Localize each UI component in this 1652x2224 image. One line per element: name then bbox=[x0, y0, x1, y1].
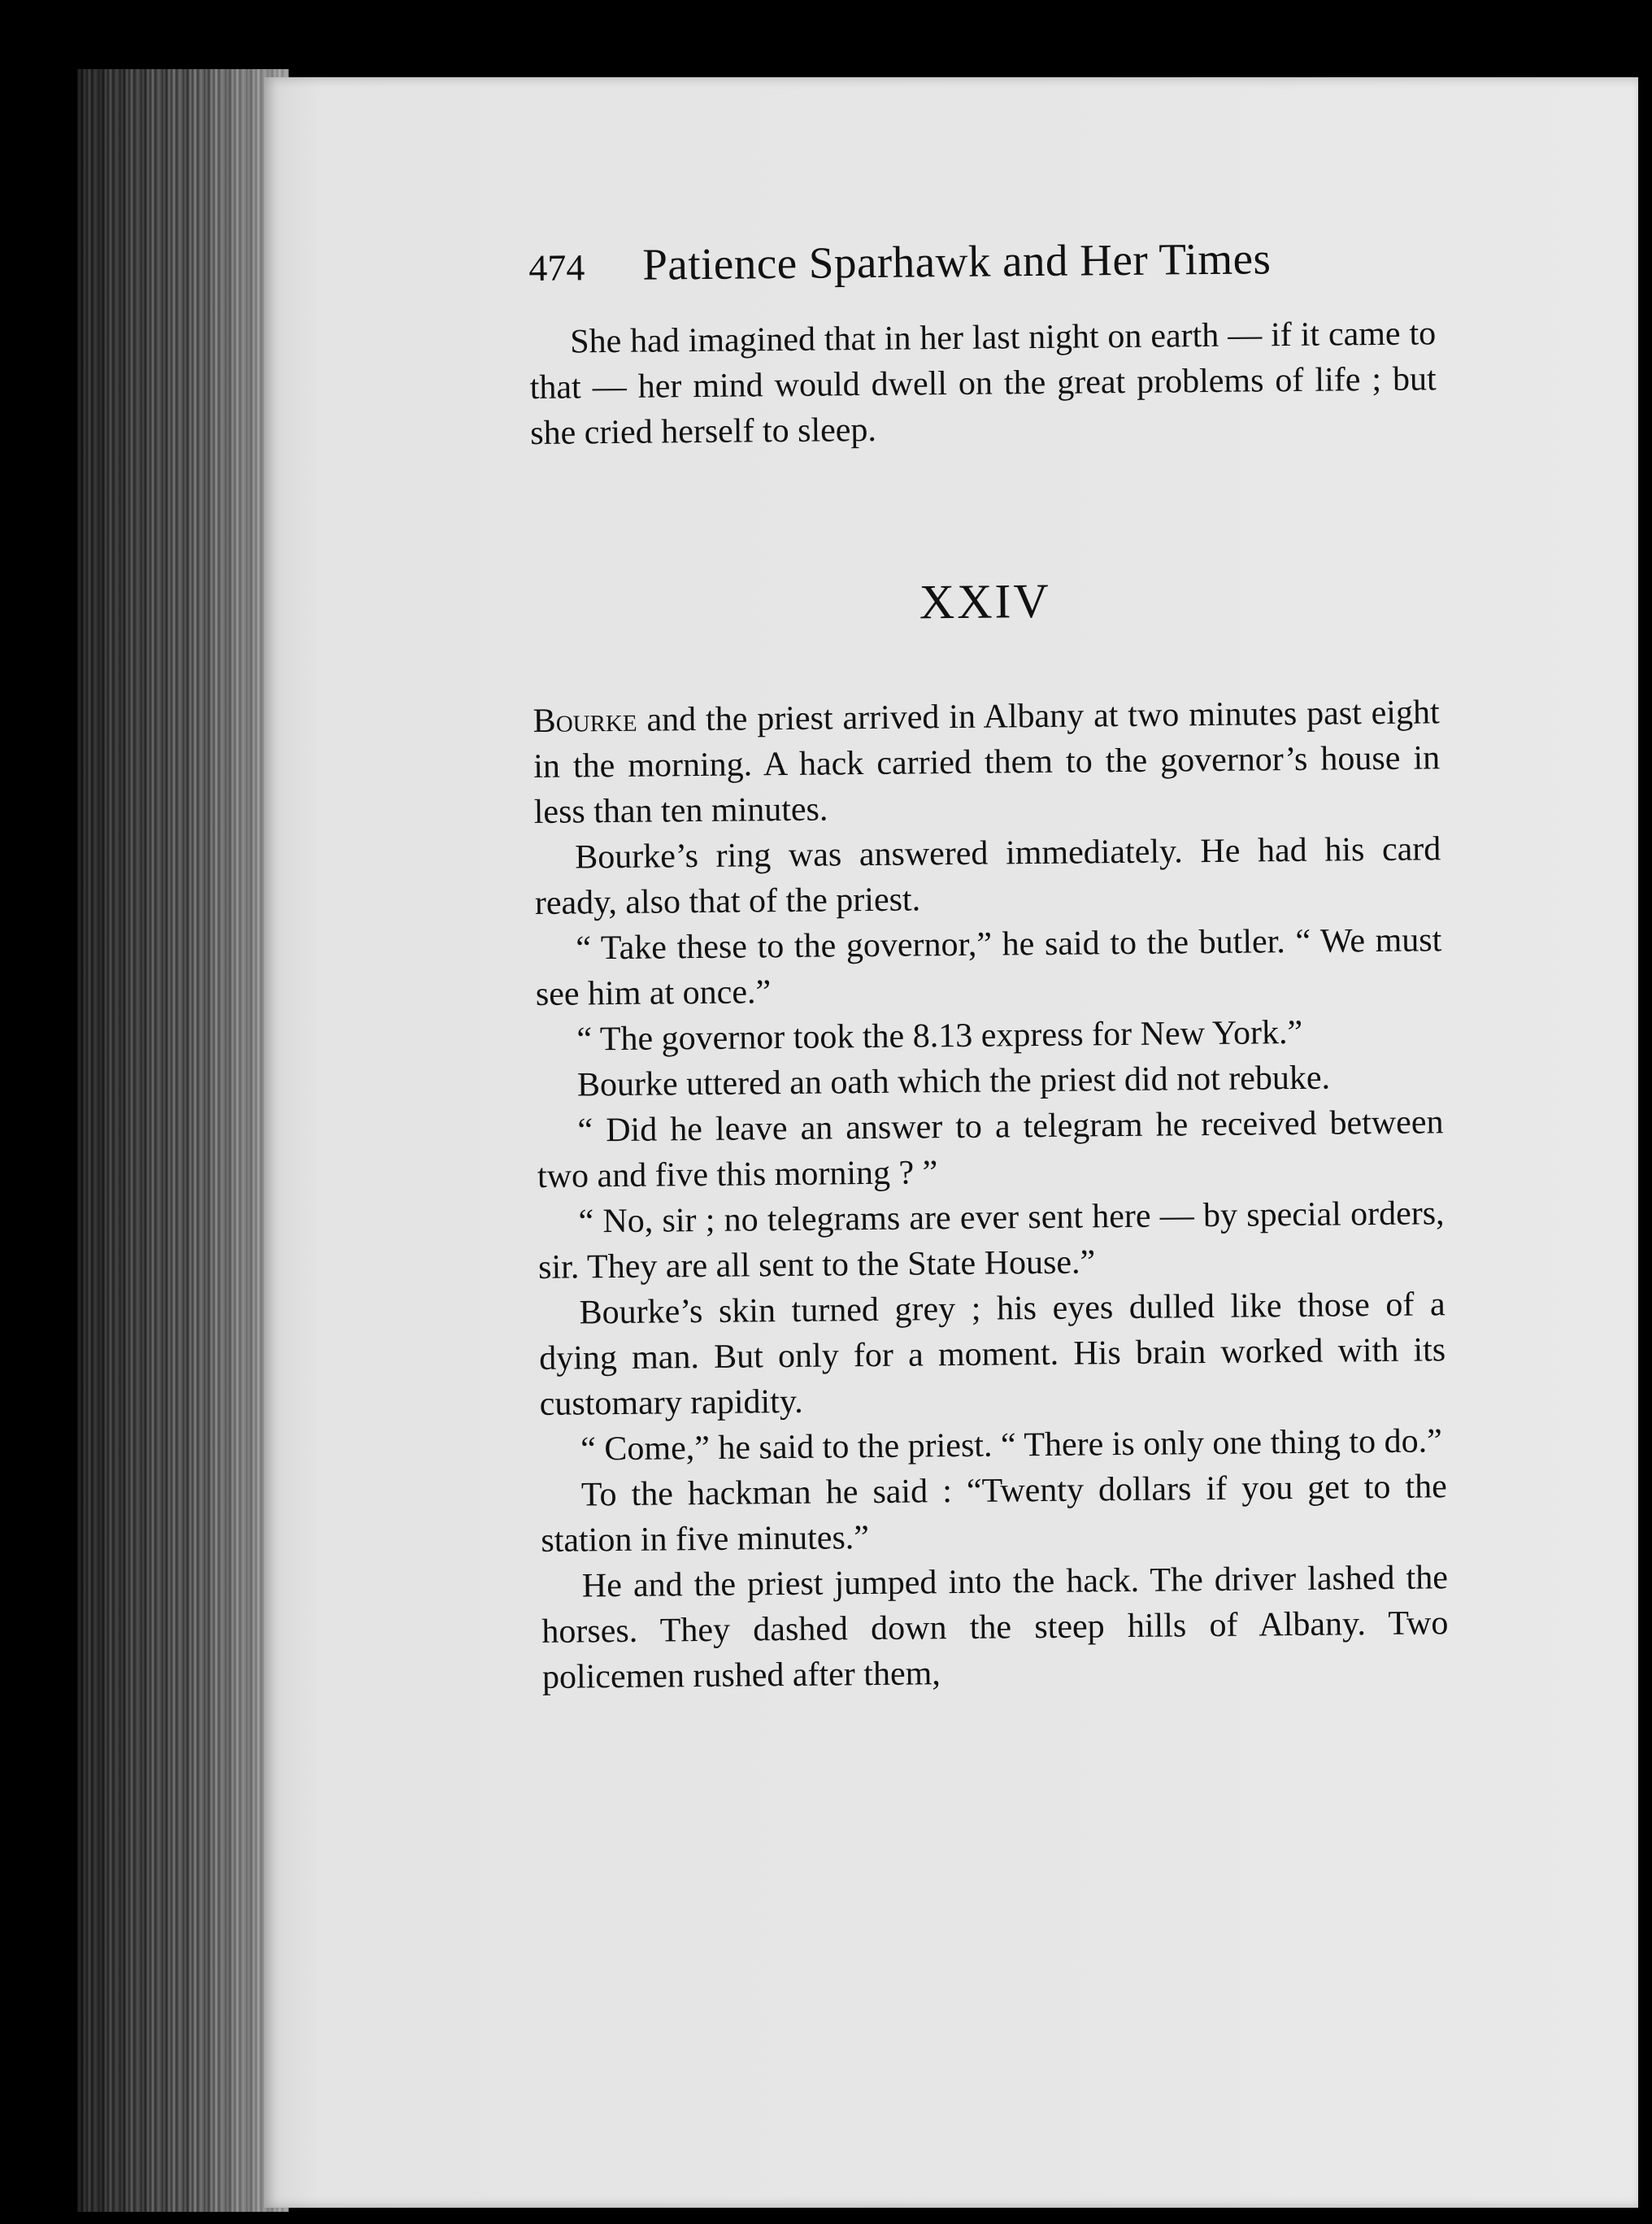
running-title: Patience Sparhawk and Her Times bbox=[642, 233, 1272, 289]
chapter-heading: XXIV bbox=[919, 573, 1052, 629]
paragraph: “ The governor took the 8.13 express for New York.” bbox=[576, 1013, 1303, 1059]
paragraph: To the hackman he said : “Twenty dollars if you get to the station in five minutes.” bbox=[541, 1468, 1447, 1560]
page-content bbox=[528, 231, 1449, 1700]
paragraph: “ No, sir ; no telegrams are ever sent here — by special orders, sir. They are all sent to the State House.” bbox=[537, 1195, 1445, 1286]
chapter-first-paragraph bbox=[533, 690, 1441, 835]
paragraph: “ Take these to the governor,” he said to the butler. “ We must see him at once.” bbox=[535, 921, 1442, 1013]
running-head bbox=[528, 231, 1436, 305]
opening-paragraph: She had imagined that in her last night on earth — if it came to that — her mind would dwell on the great problems of life ; but she cried herself to sleep. bbox=[529, 315, 1437, 452]
paragraph: Bourke’s ring was answered immediately. He had his card ready, also that of the priest. bbox=[534, 830, 1441, 922]
page-number: 474 bbox=[528, 246, 585, 289]
book-page-edges bbox=[77, 69, 289, 2212]
paragraph: He and the priest jumped into the hack. The driver lashed the horses. They dashed down the steep hills of Albany. Two policemen rushed after them, bbox=[541, 1559, 1449, 1696]
paragraph: Bourke’s skin turned grey ; his eyes dulled like those of a dying man. But only for a moment. His brain worked with its customary rapidity. bbox=[538, 1286, 1446, 1423]
chapter-first-paragraph-text: and the priest arrived in Albany at two minutes past eight in the morning. A hack carried them to the governor’s house in less than ten minutes. bbox=[533, 694, 1441, 831]
paragraph: “ Did he leave an answer to a telegram he received between two and five this morning ? ” bbox=[537, 1103, 1444, 1195]
paragraph: Bourke uttered an oath which the priest did not rebuke. bbox=[576, 1059, 1331, 1104]
chapter-first-word: Bourke bbox=[533, 701, 637, 740]
paragraph: “ Come,” he said to the priest. “ There is only one thing to do.” bbox=[580, 1422, 1442, 1469]
